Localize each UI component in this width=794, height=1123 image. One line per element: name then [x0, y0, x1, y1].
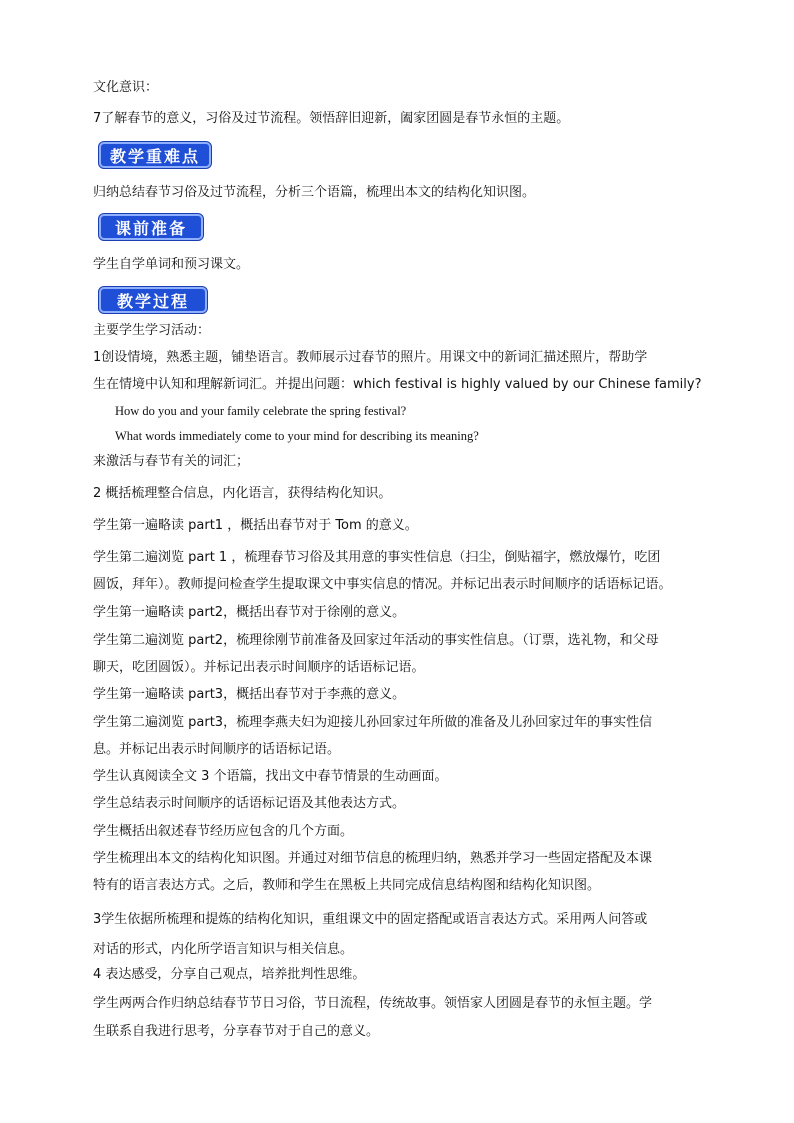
paragraph-p2-line2: 圆饭，拜年）。教师提问检查学生提取课文中事实信息的情况。并标记出表示时间顺序的话语标记语。: [93, 577, 672, 592]
paragraph-p6-line2: 息。并标记出表示时间顺序的话语标记语。: [93, 742, 341, 757]
paragraph-p5: 学生第一遍略读 part3，概括出春节对于李燕的意义。: [93, 687, 406, 702]
key-points-text: 归纳总结春节习俗及过节流程，分析三个语篇，梳理出本文的结构化知识图。: [93, 185, 536, 200]
paragraph-p11-line1: 学生两两合作归纳总结春节节日习俗，节日流程，传统故事。领悟家人团圆是春节的永恒主题。学: [93, 996, 653, 1011]
paragraph-p4-line1: 学生第二遍浏览 part2，梳理徐刚节前准备及回家过年活动的事实性信息。（订票，选礼物，和父母: [93, 633, 659, 648]
paragraph-p1: 学生第一遍略读 part1 ，概括出春节对于 Tom 的意义。: [93, 518, 418, 533]
process-intro: 主要学生学习活动：: [93, 323, 211, 338]
paragraph-p9: 学生概括出叙述春节经历应包含的几个方面。: [93, 824, 354, 839]
paragraph-p3: 学生第一遍略读 part2，概括出春节对于徐刚的意义。: [93, 605, 406, 620]
question-2: How do you and your family celebrate the spring festival?: [115, 404, 407, 418]
paragraph-p6-line1: 学生第二遍浏览 part3，梳理李燕夫妇为迎接儿孙回家过年所做的准备及儿孙回家过年的事实性信: [93, 715, 653, 730]
step1-end: 来激活与春节有关的词汇；: [93, 454, 250, 469]
paragraph-p10-line2: 特有的语言表达方式。之后，教师和学生在黑板上共同完成信息结构图和结构化知识图。: [93, 878, 601, 893]
step3-line1: 3学生依据所梳理和提炼的结构化知识，重组课文中的固定搭配或语言表达方式。采用两人问答或: [93, 912, 648, 927]
step1-line2: 生在情境中认知和理解新词汇。并提出问题：which festival is highly valued by our Chinese family?: [93, 377, 702, 392]
step4-heading: 4 表达感受，分享自己观点，培养批判性思维。: [93, 967, 366, 982]
step3-line2: 对话的形式，内化所学语言知识与相关信息。: [93, 942, 354, 957]
section-badge-process: 教学过程: [99, 287, 207, 313]
paragraph-p7: 学生认真阅读全文 3 个语篇，找出文中春节情景的生动画面。: [93, 769, 448, 784]
question-3: What words immediately come to your mind for describing its meaning?: [115, 429, 479, 443]
paragraph-p2-line1: 学生第二遍浏览 part 1 ，梳理春节习俗及其用意的事实性信息（扫尘，倒贴福字，燃放爆竹，吃团: [93, 550, 661, 565]
preparation-text: 学生自学单词和预习课文。: [93, 257, 250, 272]
step1-line1: 1创设情境，熟悉主题，铺垫语言。教师展示过春节的照片。用课文中的新词汇描述照片，帮助学: [93, 350, 648, 365]
paragraph-p11-line2: 生联系自我进行思考，分享春节对于自己的意义。: [93, 1024, 380, 1039]
section-badge-preparation: 课前准备: [99, 214, 203, 240]
culture-label: 文化意识：: [93, 80, 159, 95]
paragraph-p8: 学生总结表示时间顺序的话语标记语及其他表达方式。: [93, 796, 406, 811]
paragraph-p4-line2: 聊天，吃团圆饭）。并标记出表示时间顺序的话语标记语。: [93, 660, 425, 675]
culture-item: 7了解春节的意义，习俗及过节流程。领悟辞旧迎新，阖家团圆是春节永恒的主题。: [93, 111, 570, 126]
section-badge-key-points: 教学重难点: [99, 142, 211, 168]
step2-heading: 2 概括梳理整合信息，内化语言，获得结构化知识。: [93, 486, 392, 501]
paragraph-p10-line1: 学生梳理出本文的结构化知识图。并通过对细节信息的梳理归纳，熟悉并学习一些固定搭配及本课: [93, 851, 653, 866]
